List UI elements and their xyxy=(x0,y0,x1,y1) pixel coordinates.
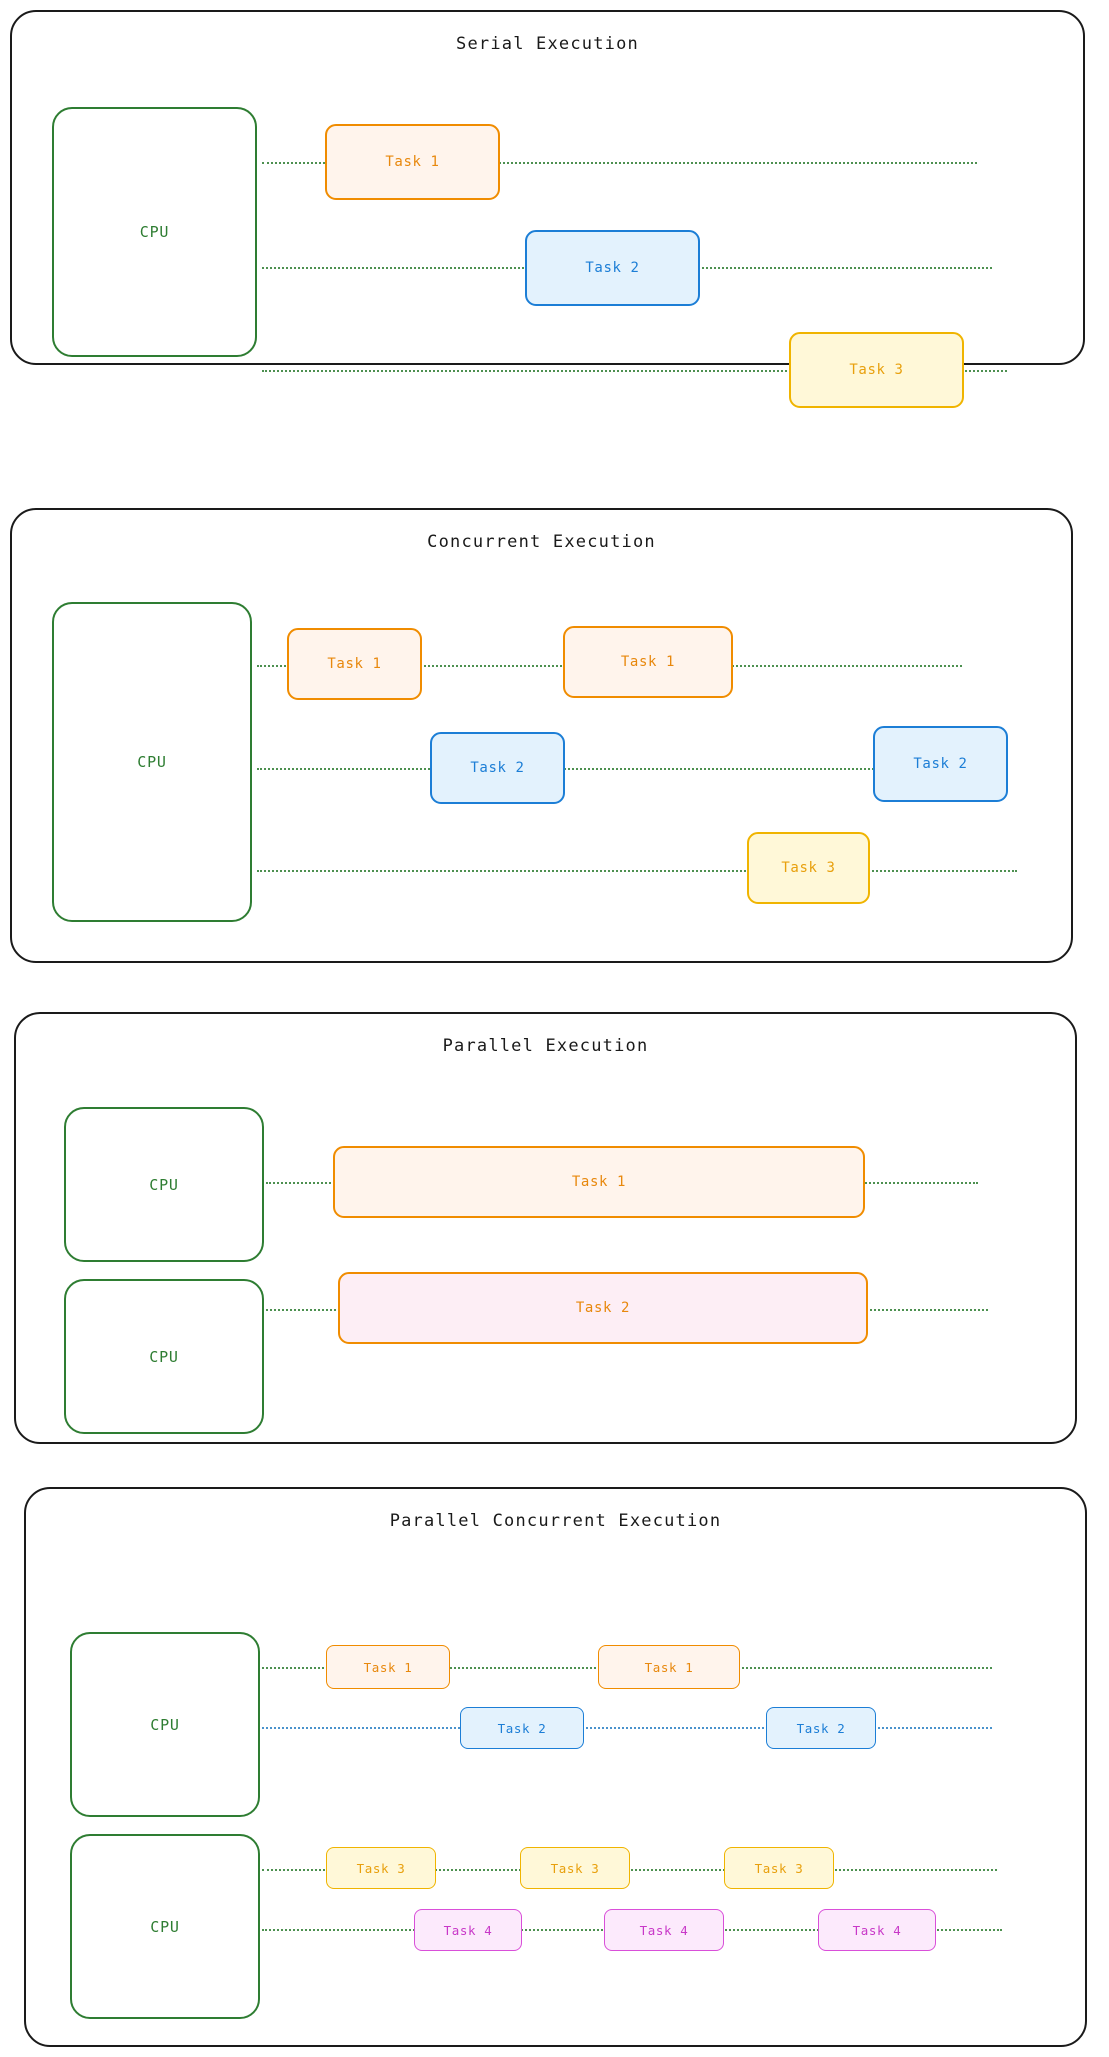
task-label: Task 1 xyxy=(620,654,676,670)
cpu-label: CPU xyxy=(139,223,170,241)
task-label: Task 2 xyxy=(497,1720,547,1736)
task-label: Task 4 xyxy=(639,1922,689,1938)
task-block-task4-b xyxy=(604,1909,724,1951)
cpu-label: CPU xyxy=(149,1175,179,1194)
task-block-task2 xyxy=(338,1272,868,1344)
task-label: Task 2 xyxy=(796,1720,846,1736)
cpu-block xyxy=(52,107,257,357)
lane-cpu1-task2 xyxy=(262,1727,992,1729)
cpu-label: CPU xyxy=(150,1917,180,1936)
task-label: Task 3 xyxy=(356,1860,406,1876)
cpu-label: CPU xyxy=(149,1347,179,1366)
cpu-block-1 xyxy=(70,1632,260,1817)
lane-task2 xyxy=(257,768,977,770)
task-label: Task 1 xyxy=(571,1174,627,1190)
task-label: Task 1 xyxy=(363,1659,413,1675)
panel-serial-execution xyxy=(10,10,1085,378)
task-block-task1-a xyxy=(326,1645,450,1689)
task-label: Task 4 xyxy=(852,1922,902,1938)
task-label: Task 4 xyxy=(443,1922,493,1938)
task-block-task3-a xyxy=(326,1847,436,1889)
cpu-label: CPU xyxy=(137,753,167,771)
task-label: Task 3 xyxy=(849,362,904,378)
cpu-label: CPU xyxy=(150,1715,180,1734)
panel-title-concurrent: Concurrent Execution xyxy=(427,532,656,552)
task-block-task4-c xyxy=(818,1909,936,1951)
cpu-block-2 xyxy=(64,1279,264,1434)
task-label: Task 1 xyxy=(327,656,382,672)
task-block-task2-b xyxy=(766,1707,876,1749)
task-label: Task 1 xyxy=(644,1659,694,1675)
task-label: Task 2 xyxy=(575,1300,631,1316)
lane-task3 xyxy=(257,870,1017,872)
cpu-block xyxy=(52,602,252,922)
panel-title-parallel: Parallel Execution xyxy=(442,1036,649,1056)
task-label: Task 3 xyxy=(781,860,836,876)
panel-parallel-concurrent-execution xyxy=(24,1487,1087,2047)
cpu-block-2 xyxy=(70,1834,260,2019)
task-block-task2-a xyxy=(460,1707,584,1749)
task-block-task3 xyxy=(747,832,870,904)
task-label: Task 3 xyxy=(754,1860,804,1876)
task-block-task1 xyxy=(325,124,500,200)
cpu-block-1 xyxy=(64,1107,264,1262)
task-block-task2-a xyxy=(430,732,565,804)
task-label: Task 2 xyxy=(913,756,968,772)
task-block-task2 xyxy=(525,230,700,306)
task-block-task4-a xyxy=(414,1909,522,1951)
task-block-task1-a xyxy=(287,628,422,700)
task-block-task2-b xyxy=(873,726,1008,802)
task-block-task3-b xyxy=(520,1847,630,1889)
panel-concurrent-execution xyxy=(10,508,1073,963)
task-block-task1 xyxy=(333,1146,865,1218)
task-block-task1-b xyxy=(563,626,733,698)
task-label: Task 2 xyxy=(470,760,525,776)
task-block-task3-c xyxy=(724,1847,834,1889)
task-block-task3 xyxy=(789,332,964,408)
task-label: Task 1 xyxy=(385,154,440,170)
panel-parallel-execution xyxy=(14,1012,1077,1444)
task-label: Task 2 xyxy=(585,260,640,276)
panel-title-serial: Serial Execution xyxy=(456,34,639,54)
panel-title-parallel-concurrent: Parallel Concurrent Execution xyxy=(389,1511,722,1531)
task-label: Task 3 xyxy=(550,1860,600,1876)
task-block-task1-b xyxy=(598,1645,740,1689)
